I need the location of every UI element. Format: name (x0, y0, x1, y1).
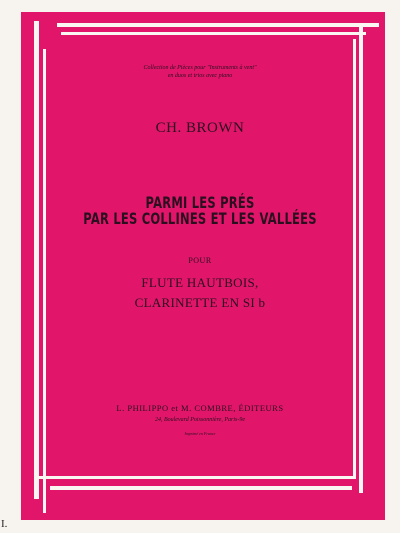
pour-label: POUR (188, 256, 212, 265)
publisher-address: 24, Boulevard Poissonnière, Paris-9e (154, 417, 246, 423)
title-line-1: PARMI LES PRÉS (145, 193, 255, 212)
edge-mark: I. (1, 518, 8, 530)
cover-panel (21, 12, 385, 520)
printed-note: Imprimé en France (184, 431, 216, 436)
publisher-name: L. PHILIPPO et M. COMBRE, ÉDITEURS (116, 403, 284, 413)
border-stripe-top (57, 23, 379, 27)
border-stripe-bottom (39, 476, 356, 479)
instruments-line-1: FLUTE HAUTBOIS, (141, 275, 259, 290)
collection-line-2: en duos et trios avec piano (167, 72, 233, 79)
border-stripe-bottom-inner (50, 486, 352, 490)
border-stripe-top-inner (61, 32, 366, 35)
collection-line-1: Collection de Pièces pour "Instruments à vent" (143, 65, 257, 71)
author-name: CH. BROWN (155, 120, 245, 136)
collection-note (0, 65, 400, 80)
instruments-line-2: CLARINETTE EN SI b (134, 295, 266, 310)
title-line-2: PAR LES COLLINES ET LES VALLÉES (83, 209, 317, 228)
